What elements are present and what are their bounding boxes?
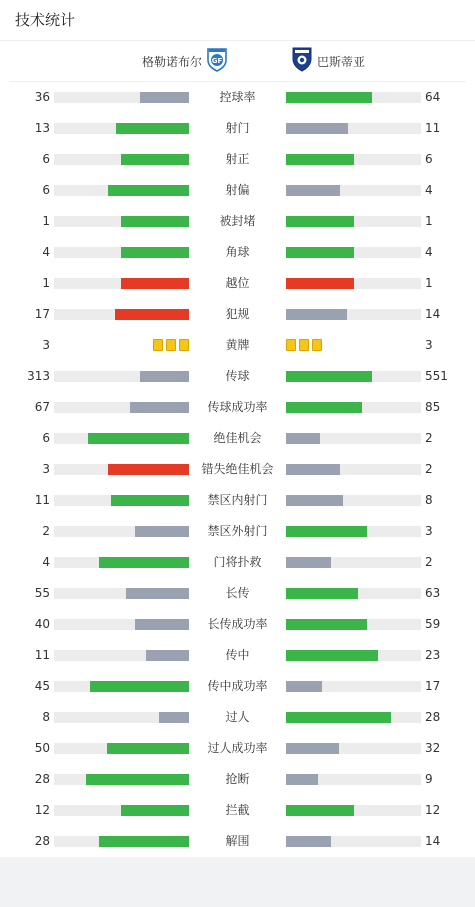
home-stat-value: 6: [42, 183, 50, 197]
home-stat-value: 2: [42, 524, 50, 538]
away-stat-bar: [286, 743, 421, 754]
away-team-name: 巴斯蒂亚: [317, 54, 366, 69]
home-stat-value: 13: [34, 121, 50, 135]
stat-row: [0, 485, 475, 516]
home-stat-value: 28: [34, 834, 50, 848]
home-stat-bar-fill: [121, 278, 189, 289]
home-stat-value: 3: [42, 338, 50, 352]
away-stat-value: 11: [425, 121, 441, 135]
home-stat-bar-fill: [115, 309, 189, 320]
home-stat-bar-fill: [135, 526, 189, 537]
away-stat-value: 14: [425, 307, 441, 321]
home-stat-bar-fill: [135, 619, 189, 630]
away-stat-value: 8: [425, 493, 433, 507]
home-stat-bar: [54, 774, 189, 785]
home-stat-bar: [54, 433, 189, 444]
away-stat-value: 14: [425, 834, 441, 848]
away-stat-bar: [286, 433, 421, 444]
stat-label: 黄牌: [225, 338, 250, 352]
stat-row: [0, 299, 475, 330]
home-stat-bar: [54, 216, 189, 227]
stats-list: [0, 82, 475, 857]
away-stat-bar-fill: [286, 588, 358, 599]
home-stat-bar: [54, 278, 189, 289]
stat-label: 禁区外射门: [207, 524, 268, 538]
away-stat-bar: [286, 836, 421, 847]
away-stat-bar-fill: [286, 123, 348, 134]
away-stat-bar: [286, 464, 421, 475]
stat-row: [0, 671, 475, 702]
away-stat-bar-fill: [286, 495, 343, 506]
stat-row: [0, 144, 475, 175]
home-stat-bar: [54, 526, 189, 537]
stat-label: 过人成功率: [207, 741, 268, 755]
home-stat-bar: [54, 805, 189, 816]
home-stat-bar-fill: [108, 464, 189, 475]
away-stat-bar: [286, 154, 421, 165]
stat-label: 控球率: [219, 90, 256, 104]
away-stat-bar: [286, 588, 421, 599]
away-team[interactable]: [291, 41, 365, 81]
yellow-card-icon: [286, 339, 296, 351]
home-stat-bar-fill: [130, 402, 189, 413]
home-stat-bar-fill: [140, 371, 189, 382]
home-stat-bar: [54, 464, 189, 475]
yellow-card-icon: [312, 339, 322, 351]
home-stat-bar: [54, 588, 189, 599]
home-team-name: 格勒诺布尔: [141, 54, 202, 69]
stat-label: 拦截: [225, 803, 250, 817]
away-stat-bar-fill: [286, 557, 331, 568]
away-stat-value: 9: [425, 772, 433, 786]
stat-label: 错失绝佳机会: [201, 462, 274, 476]
away-stat-value: 3: [425, 524, 433, 538]
away-stat-bar-fill: [286, 619, 367, 630]
away-stat-bar: [286, 92, 421, 103]
home-stat-bar: [54, 309, 189, 320]
home-stat-bar-fill: [99, 836, 189, 847]
away-stat-bar: [286, 216, 421, 227]
away-stat-bar: [286, 805, 421, 816]
home-stat-value: 40: [34, 617, 50, 631]
stat-row: [0, 268, 475, 299]
home-stat-bar-fill: [159, 712, 189, 723]
away-stat-value: 2: [425, 462, 433, 476]
stat-row: [0, 330, 475, 361]
stat-row: [0, 733, 475, 764]
teams-header: [9, 41, 466, 82]
stat-label: 过人: [225, 710, 250, 724]
stat-label: 被封堵: [219, 214, 256, 228]
away-stat-bar-fill: [286, 650, 378, 661]
home-stat-bar-fill: [107, 743, 189, 754]
away-stat-value: 2: [425, 431, 433, 445]
home-stat-bar: [54, 247, 189, 258]
away-stat-bar: [286, 619, 421, 630]
home-stat-bar: [54, 619, 189, 630]
stat-row: [0, 826, 475, 857]
stat-row: [0, 609, 475, 640]
yellow-card-icon: [166, 339, 176, 351]
home-stat-value: 28: [34, 772, 50, 786]
stat-label: 门将扑救: [213, 555, 262, 569]
away-stat-bar: [286, 650, 421, 661]
away-stat-value: 4: [425, 183, 433, 197]
bastia-crest-icon: [291, 46, 313, 76]
stat-row: [0, 392, 475, 423]
stat-row: [0, 361, 475, 392]
stat-label: 绝佳机会: [213, 431, 262, 445]
home-stat-value: 6: [42, 152, 50, 166]
away-stat-bar: [286, 681, 421, 692]
stat-label: 禁区内射门: [207, 493, 268, 507]
home-stat-bar: [54, 402, 189, 413]
home-stat-bar-fill: [121, 247, 189, 258]
home-stat-bar: [54, 495, 189, 506]
home-stat-value: 55: [34, 586, 50, 600]
home-stat-bar: [54, 371, 189, 382]
stat-label: 射偏: [225, 183, 250, 197]
away-stat-bar: [286, 278, 421, 289]
stat-row: [0, 82, 475, 113]
away-stat-bar: [286, 309, 421, 320]
home-stat-bar-fill: [121, 805, 189, 816]
home-stat-bar: [54, 712, 189, 723]
away-stat-bar-fill: [286, 526, 367, 537]
away-stat-bar: [286, 712, 421, 723]
stat-row: [0, 547, 475, 578]
away-stat-value: 1: [425, 214, 433, 228]
yellow-card-icon: [179, 339, 189, 351]
stat-row: [0, 764, 475, 795]
away-stat-value: 17: [425, 679, 441, 693]
home-stat-bar-fill: [116, 123, 189, 134]
home-stat-bar-fill: [90, 681, 189, 692]
home-stat-bar: [54, 836, 189, 847]
stat-row: [0, 175, 475, 206]
stat-label: 射门: [225, 121, 250, 135]
stat-row: [0, 795, 475, 826]
away-stat-bar-fill: [286, 185, 340, 196]
yellow-card-icon: [153, 339, 163, 351]
away-stat-bar: [286, 774, 421, 785]
home-logo-text: GF: [211, 57, 223, 65]
home-stat-bar-fill: [140, 92, 189, 103]
home-stat-bar: [54, 123, 189, 134]
home-team[interactable]: [142, 41, 228, 81]
stat-label: 越位: [225, 276, 250, 290]
away-stat-value: 2: [425, 555, 433, 569]
stat-label: 角球: [225, 245, 250, 259]
stat-label: 抢断: [225, 772, 250, 786]
home-stat-bar-fill: [121, 154, 189, 165]
stat-row: [0, 454, 475, 485]
away-stat-bar-fill: [286, 402, 362, 413]
stat-row: [0, 237, 475, 268]
away-stat-bar: [286, 247, 421, 258]
grenoble-crest-icon: [206, 46, 228, 76]
home-stat-value: 4: [42, 555, 50, 569]
stat-row: [0, 206, 475, 237]
away-stat-bar-fill: [286, 836, 331, 847]
away-stat-bar: [286, 557, 421, 568]
away-stat-bar-fill: [286, 371, 372, 382]
home-stat-bar: [54, 154, 189, 165]
away-stat-bar: [286, 495, 421, 506]
home-stat-bar-fill: [99, 557, 189, 568]
away-stat-bar: [286, 185, 421, 196]
away-stat-value: 3: [425, 338, 433, 352]
away-stat-value: 23: [425, 648, 441, 662]
home-stat-value: 50: [34, 741, 50, 755]
home-yellow-cards: [153, 339, 189, 351]
home-stat-value: 8: [42, 710, 50, 724]
home-stat-value: 36: [34, 90, 50, 104]
home-stat-value: 67: [34, 400, 50, 414]
home-stat-bar: [54, 92, 189, 103]
home-stat-bar-fill: [111, 495, 189, 506]
home-stat-bar-fill: [126, 588, 189, 599]
away-stat-bar-fill: [286, 92, 372, 103]
home-stat-bar-fill: [86, 774, 189, 785]
away-stat-bar-fill: [286, 433, 320, 444]
stat-label: 长传成功率: [207, 617, 268, 631]
away-stat-value: 551: [425, 369, 448, 383]
away-stat-bar-fill: [286, 743, 339, 754]
away-stat-bar: [286, 526, 421, 537]
home-stat-value: 11: [34, 648, 50, 662]
stat-label: 长传: [225, 586, 250, 600]
home-stat-value: 12: [34, 803, 50, 817]
away-stat-bar: [286, 371, 421, 382]
away-stat-bar-fill: [286, 774, 318, 785]
home-stat-bar-fill: [146, 650, 189, 661]
away-stat-bar-fill: [286, 247, 354, 258]
home-stat-bar-fill: [108, 185, 189, 196]
home-stat-value: 4: [42, 245, 50, 259]
away-yellow-cards: [286, 339, 322, 351]
home-stat-value: 45: [34, 679, 50, 693]
stat-label: 传球成功率: [207, 400, 268, 414]
home-stat-bar: [54, 681, 189, 692]
stat-row: [0, 113, 475, 144]
yellow-card-icon: [299, 339, 309, 351]
away-stat-bar: [286, 402, 421, 413]
stat-label: 传中成功率: [207, 679, 268, 693]
home-stat-value: 11: [34, 493, 50, 507]
stat-row: [0, 423, 475, 454]
stat-label: 解围: [225, 834, 250, 848]
stat-label: 传球: [225, 369, 250, 383]
away-stat-bar-fill: [286, 309, 347, 320]
stat-label: 传中: [225, 648, 250, 662]
away-stat-value: 1: [425, 276, 433, 290]
stat-row: [0, 640, 475, 671]
away-stat-value: 64: [425, 90, 441, 104]
home-stat-bar-fill: [121, 216, 189, 227]
away-stat-value: 85: [425, 400, 441, 414]
away-stat-value: 4: [425, 245, 433, 259]
away-stat-value: 63: [425, 586, 441, 600]
away-stat-value: 59: [425, 617, 441, 631]
away-stat-bar-fill: [286, 805, 354, 816]
stat-row: [0, 516, 475, 547]
home-stat-bar: [54, 650, 189, 661]
stat-label: 犯规: [225, 307, 250, 321]
away-stat-value: 32: [425, 741, 441, 755]
away-stat-bar-fill: [286, 681, 322, 692]
stat-label: 射正: [225, 152, 250, 166]
home-stat-bar: [54, 743, 189, 754]
home-stat-value: 1: [42, 276, 50, 290]
home-stat-bar: [54, 557, 189, 568]
home-stat-value: 6: [42, 431, 50, 445]
away-stat-bar: [286, 123, 421, 134]
home-stat-bar-fill: [88, 433, 189, 444]
away-stat-bar-fill: [286, 216, 354, 227]
stat-row: [0, 578, 475, 609]
home-stat-value: 1: [42, 214, 50, 228]
home-stat-value: 17: [34, 307, 50, 321]
away-stat-bar-fill: [286, 712, 391, 723]
away-stat-bar-fill: [286, 154, 354, 165]
away-stat-value: 28: [425, 710, 441, 724]
away-stat-value: 6: [425, 152, 433, 166]
stat-row: [0, 702, 475, 733]
home-stat-value: 3: [42, 462, 50, 476]
away-stat-value: 12: [425, 803, 441, 817]
away-stat-bar-fill: [286, 464, 340, 475]
home-stat-bar: [54, 185, 189, 196]
page-title: 技术统计: [0, 0, 475, 41]
home-stat-value: 313: [27, 369, 50, 383]
away-stat-bar-fill: [286, 278, 354, 289]
